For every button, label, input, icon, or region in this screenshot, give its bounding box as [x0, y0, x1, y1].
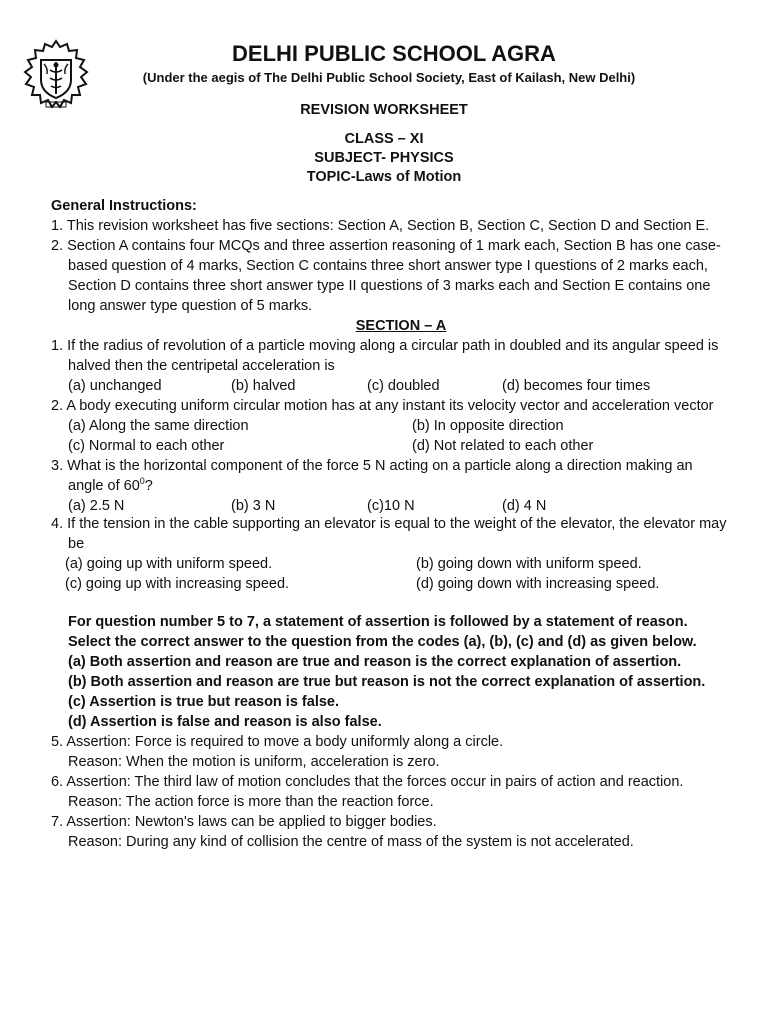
question-3-options [51, 496, 731, 514]
instruction-item: 1. This revision worksheet has five sections: Section A, Section B, Section C, Section D and Section E. [51, 218, 710, 234]
question-4-options-row1 [51, 554, 731, 574]
option-d: (d) 4 N [502, 498, 547, 514]
option-a: (a) 2.5 N [68, 498, 125, 514]
question-6-reason: Reason: The action force is more than the reaction force. [68, 794, 434, 810]
aegis-line: (Under the aegis of The Delhi Public School Society, East of Kailash, New Delhi) [142, 70, 636, 85]
question-3-end: ? [144, 478, 153, 494]
option-b: (b) halved [231, 378, 296, 394]
option-a: (a) going up with uniform speed. [65, 556, 273, 572]
option-d: (d) going down with increasing speed. [416, 576, 660, 592]
option-a: (a) Along the same direction [68, 418, 249, 434]
option-c: (c) going up with increasing speed. [65, 576, 290, 592]
degree-superscript: 0 [139, 476, 145, 487]
option-b: (b) going down with uniform speed. [416, 556, 642, 572]
section-a-title: SECTION – A [355, 318, 447, 334]
question-2-options-row2 [51, 436, 731, 456]
code-a: (a) Both assertion and reason are true and reason is the correct explanation of assertion. [68, 654, 682, 670]
document-header [0, 40, 768, 187]
question-2: 2. A body executing uniform circular motion has at any instant its velocity vector and acceleration vector [51, 398, 714, 414]
assertion-instructions [51, 612, 731, 732]
question-1: 1. If the radius of revolution of a particle moving along a circular path in doubled and its angular speed is halved then the centripetal acceleration is [51, 338, 719, 374]
worksheet-body [51, 196, 731, 852]
code-c: (c) Assertion is true but reason is false. [68, 694, 340, 710]
question-5-assertion: 5. Assertion: Force is required to move a body uniformly along a circle. [51, 734, 504, 750]
question-7-reason: Reason: During any kind of collision the centre of mass of the system is not accelerated. [68, 834, 634, 850]
question-5-reason: Reason: When the motion is uniform, acceleration is zero. [68, 754, 440, 770]
option-a: (a) unchanged [68, 378, 162, 394]
option-b: (b) In opposite direction [412, 418, 564, 434]
question-1-options [51, 376, 731, 396]
option-c: (c) doubled [367, 378, 440, 394]
instructions-heading: General Instructions: [51, 198, 197, 214]
question-3-text: 3. What is the horizontal component of the force 5 N acting on a particle along a direction making an angle of 60 [51, 458, 693, 494]
option-b: (b) 3 N [231, 498, 276, 514]
school-name: DELHI PUBLIC SCHOOL AGRA [232, 41, 556, 66]
option-c: (c) Normal to each other [68, 438, 225, 454]
option-d: (d) Not related to each other [412, 438, 594, 454]
code-d: (d) Assertion is false and reason is also false. [68, 714, 382, 730]
topic-label: TOPIC-Laws of Motion [306, 169, 462, 185]
question-7-assertion: 7. Assertion: Newton's laws can be applied to bigger bodies. [51, 814, 437, 830]
class-label: CLASS – XI [344, 131, 424, 147]
option-d: (d) becomes four times [502, 378, 651, 394]
option-c: (c)10 N [367, 498, 415, 514]
subject-label: SUBJECT- PHYSICS [314, 150, 454, 166]
question-6-assertion: 6. Assertion: The third law of motion concludes that the forces occur in pairs of action and reaction. [51, 774, 684, 790]
question-2-options-row1 [51, 416, 731, 436]
question-3 [51, 456, 731, 496]
question-4: 4. If the tension in the cable supporting an elevator is equal to the weight of the elevator, the elevator may be [51, 516, 727, 552]
worksheet-title: REVISION WORKSHEET [300, 102, 468, 118]
instruction-item: 2. Section A contains four MCQs and three assertion reasoning of 1 mark each, Section B has one case-based question of 4 marks, Section C contains three short answer type I questions of 2 marks each, Section D contains three short answer type II questions of 3 marks each and Section E contains one long answer type question of 5 marks. [51, 238, 721, 314]
question-4-options-row2 [51, 574, 731, 594]
assertion-intro: For question number 5 to 7, a statement of assertion is followed by a statement of reason. Select the correct answer to the question from the codes (a), (b), (c) and (d) as given below. [68, 614, 697, 650]
code-b: (b) Both assertion and reason are true but reason is not the correct explanation of assertion. [68, 674, 706, 690]
